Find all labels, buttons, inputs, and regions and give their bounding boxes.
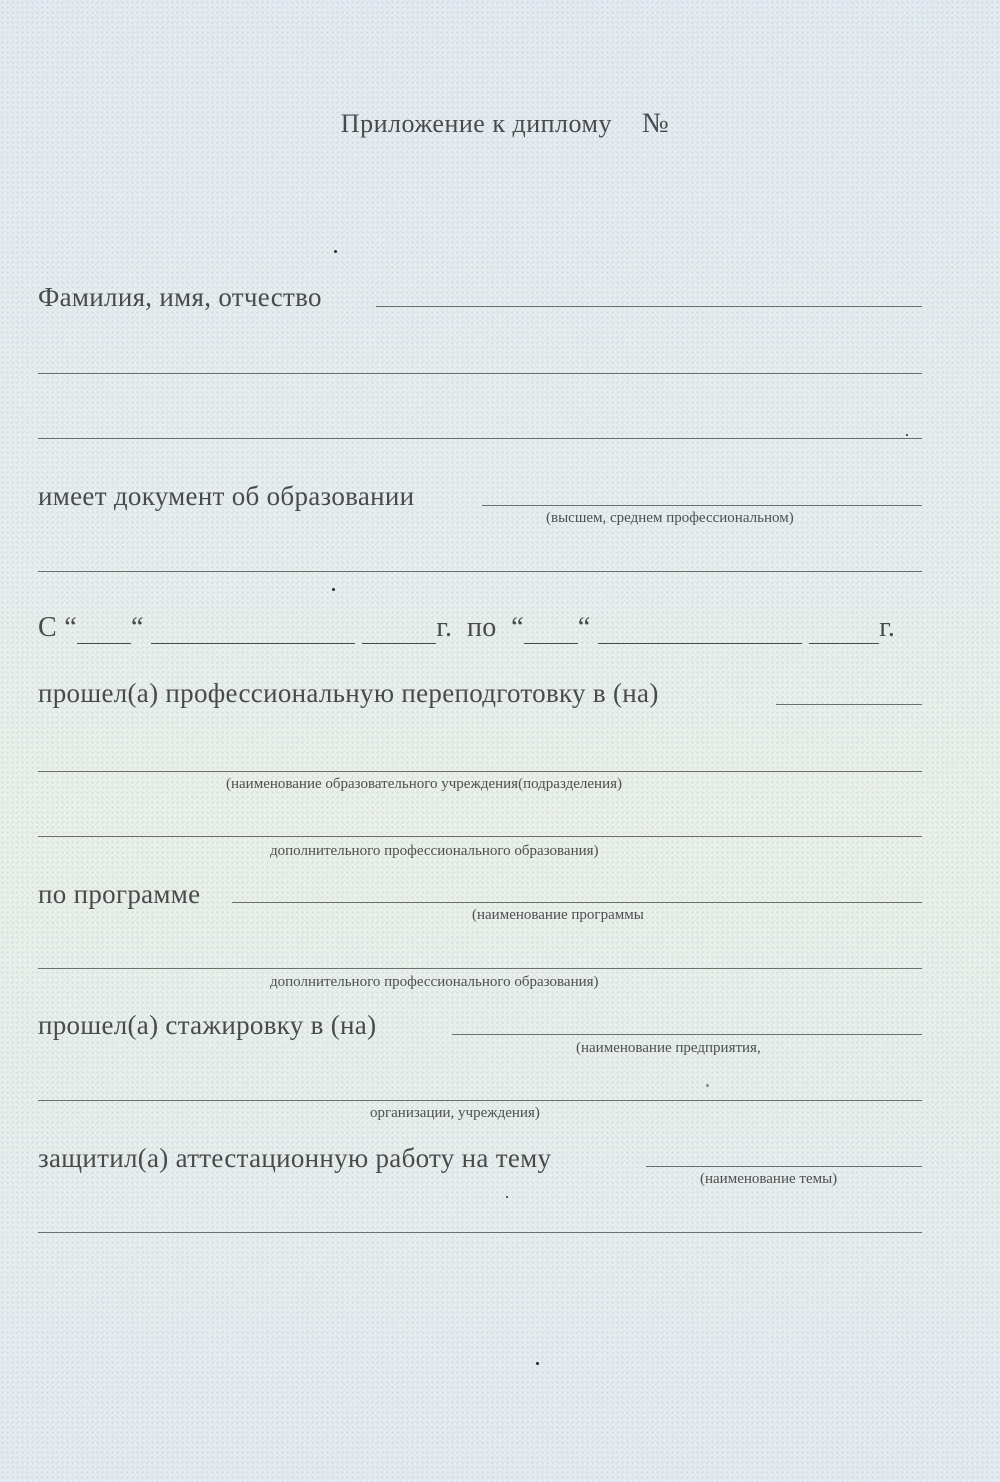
paper-speck <box>332 588 335 591</box>
paper-speck <box>706 1084 709 1087</box>
internship-line-2[interactable] <box>38 1100 922 1101</box>
period-to-label: по <box>466 612 497 643</box>
program-line-1[interactable] <box>232 902 922 903</box>
full-name-line-2[interactable] <box>38 373 922 374</box>
internship-label: прошел(а) стажировку в (на) <box>38 1010 377 1040</box>
program-line-2[interactable] <box>38 968 922 969</box>
education-doc-line-2[interactable] <box>38 571 922 572</box>
number-sign: № <box>641 108 670 139</box>
period-from-label: С <box>38 612 57 643</box>
education-doc-label: имеет документ об образовании <box>38 481 415 511</box>
retraining-label: прошел(а) профессиональную переподготовку в (на) <box>38 678 659 708</box>
year-suffix-2: г. <box>879 612 896 643</box>
thesis-line-2[interactable] <box>38 1232 922 1233</box>
retraining-line-2[interactable] <box>38 771 922 772</box>
month-from-blank[interactable] <box>151 621 355 644</box>
day-to-blank[interactable] <box>524 621 578 644</box>
full-name-label: Фамилия, имя, отчество <box>38 282 322 312</box>
retraining-hint-1: (наименование образовательного учреждения(подразделения) <box>226 776 622 792</box>
paper-speck <box>906 434 908 436</box>
page-title <box>0 108 1000 140</box>
year-to-blank[interactable] <box>809 621 879 644</box>
internship-hint-1: (наименование предприятия, <box>576 1040 761 1056</box>
retraining-line-3[interactable] <box>38 836 922 837</box>
month-to-blank[interactable] <box>598 621 802 644</box>
program-hint-2: дополнительного профессионального образования) <box>270 974 599 990</box>
quote-open-2: “ <box>511 612 524 643</box>
retraining-hint-2: дополнительного профессионального образования) <box>270 843 599 859</box>
day-from-blank[interactable] <box>77 621 131 644</box>
education-doc-hint: (высшем, среднем профессиональном) <box>546 510 794 526</box>
title-text: Приложение к диплому <box>340 109 612 138</box>
program-label: по программе <box>38 879 201 909</box>
education-doc-line-1[interactable] <box>482 505 922 506</box>
internship-hint-2: организации, учреждения) <box>370 1105 540 1121</box>
full-name-line-3[interactable] <box>38 438 922 439</box>
thesis-line-1[interactable] <box>646 1166 922 1167</box>
internship-line-1[interactable] <box>452 1034 922 1035</box>
quote-open-1: “ <box>64 612 78 643</box>
thesis-label: защитил(а) аттестационную работу на тему <box>38 1143 552 1173</box>
paper-speck <box>506 1196 508 1198</box>
quote-close-2: “ <box>577 612 591 643</box>
period-row <box>38 612 895 644</box>
program-hint-1: (наименование программы <box>472 907 644 923</box>
paper-speck <box>334 250 337 253</box>
retraining-line-1[interactable] <box>776 704 922 705</box>
thesis-hint: (наименование темы) <box>700 1171 838 1187</box>
full-name-line-1[interactable] <box>376 306 922 307</box>
quote-close-1: “ <box>131 612 144 643</box>
year-suffix-1: г. <box>436 612 453 643</box>
year-from-blank[interactable] <box>362 621 436 644</box>
paper-speck <box>536 1362 539 1365</box>
